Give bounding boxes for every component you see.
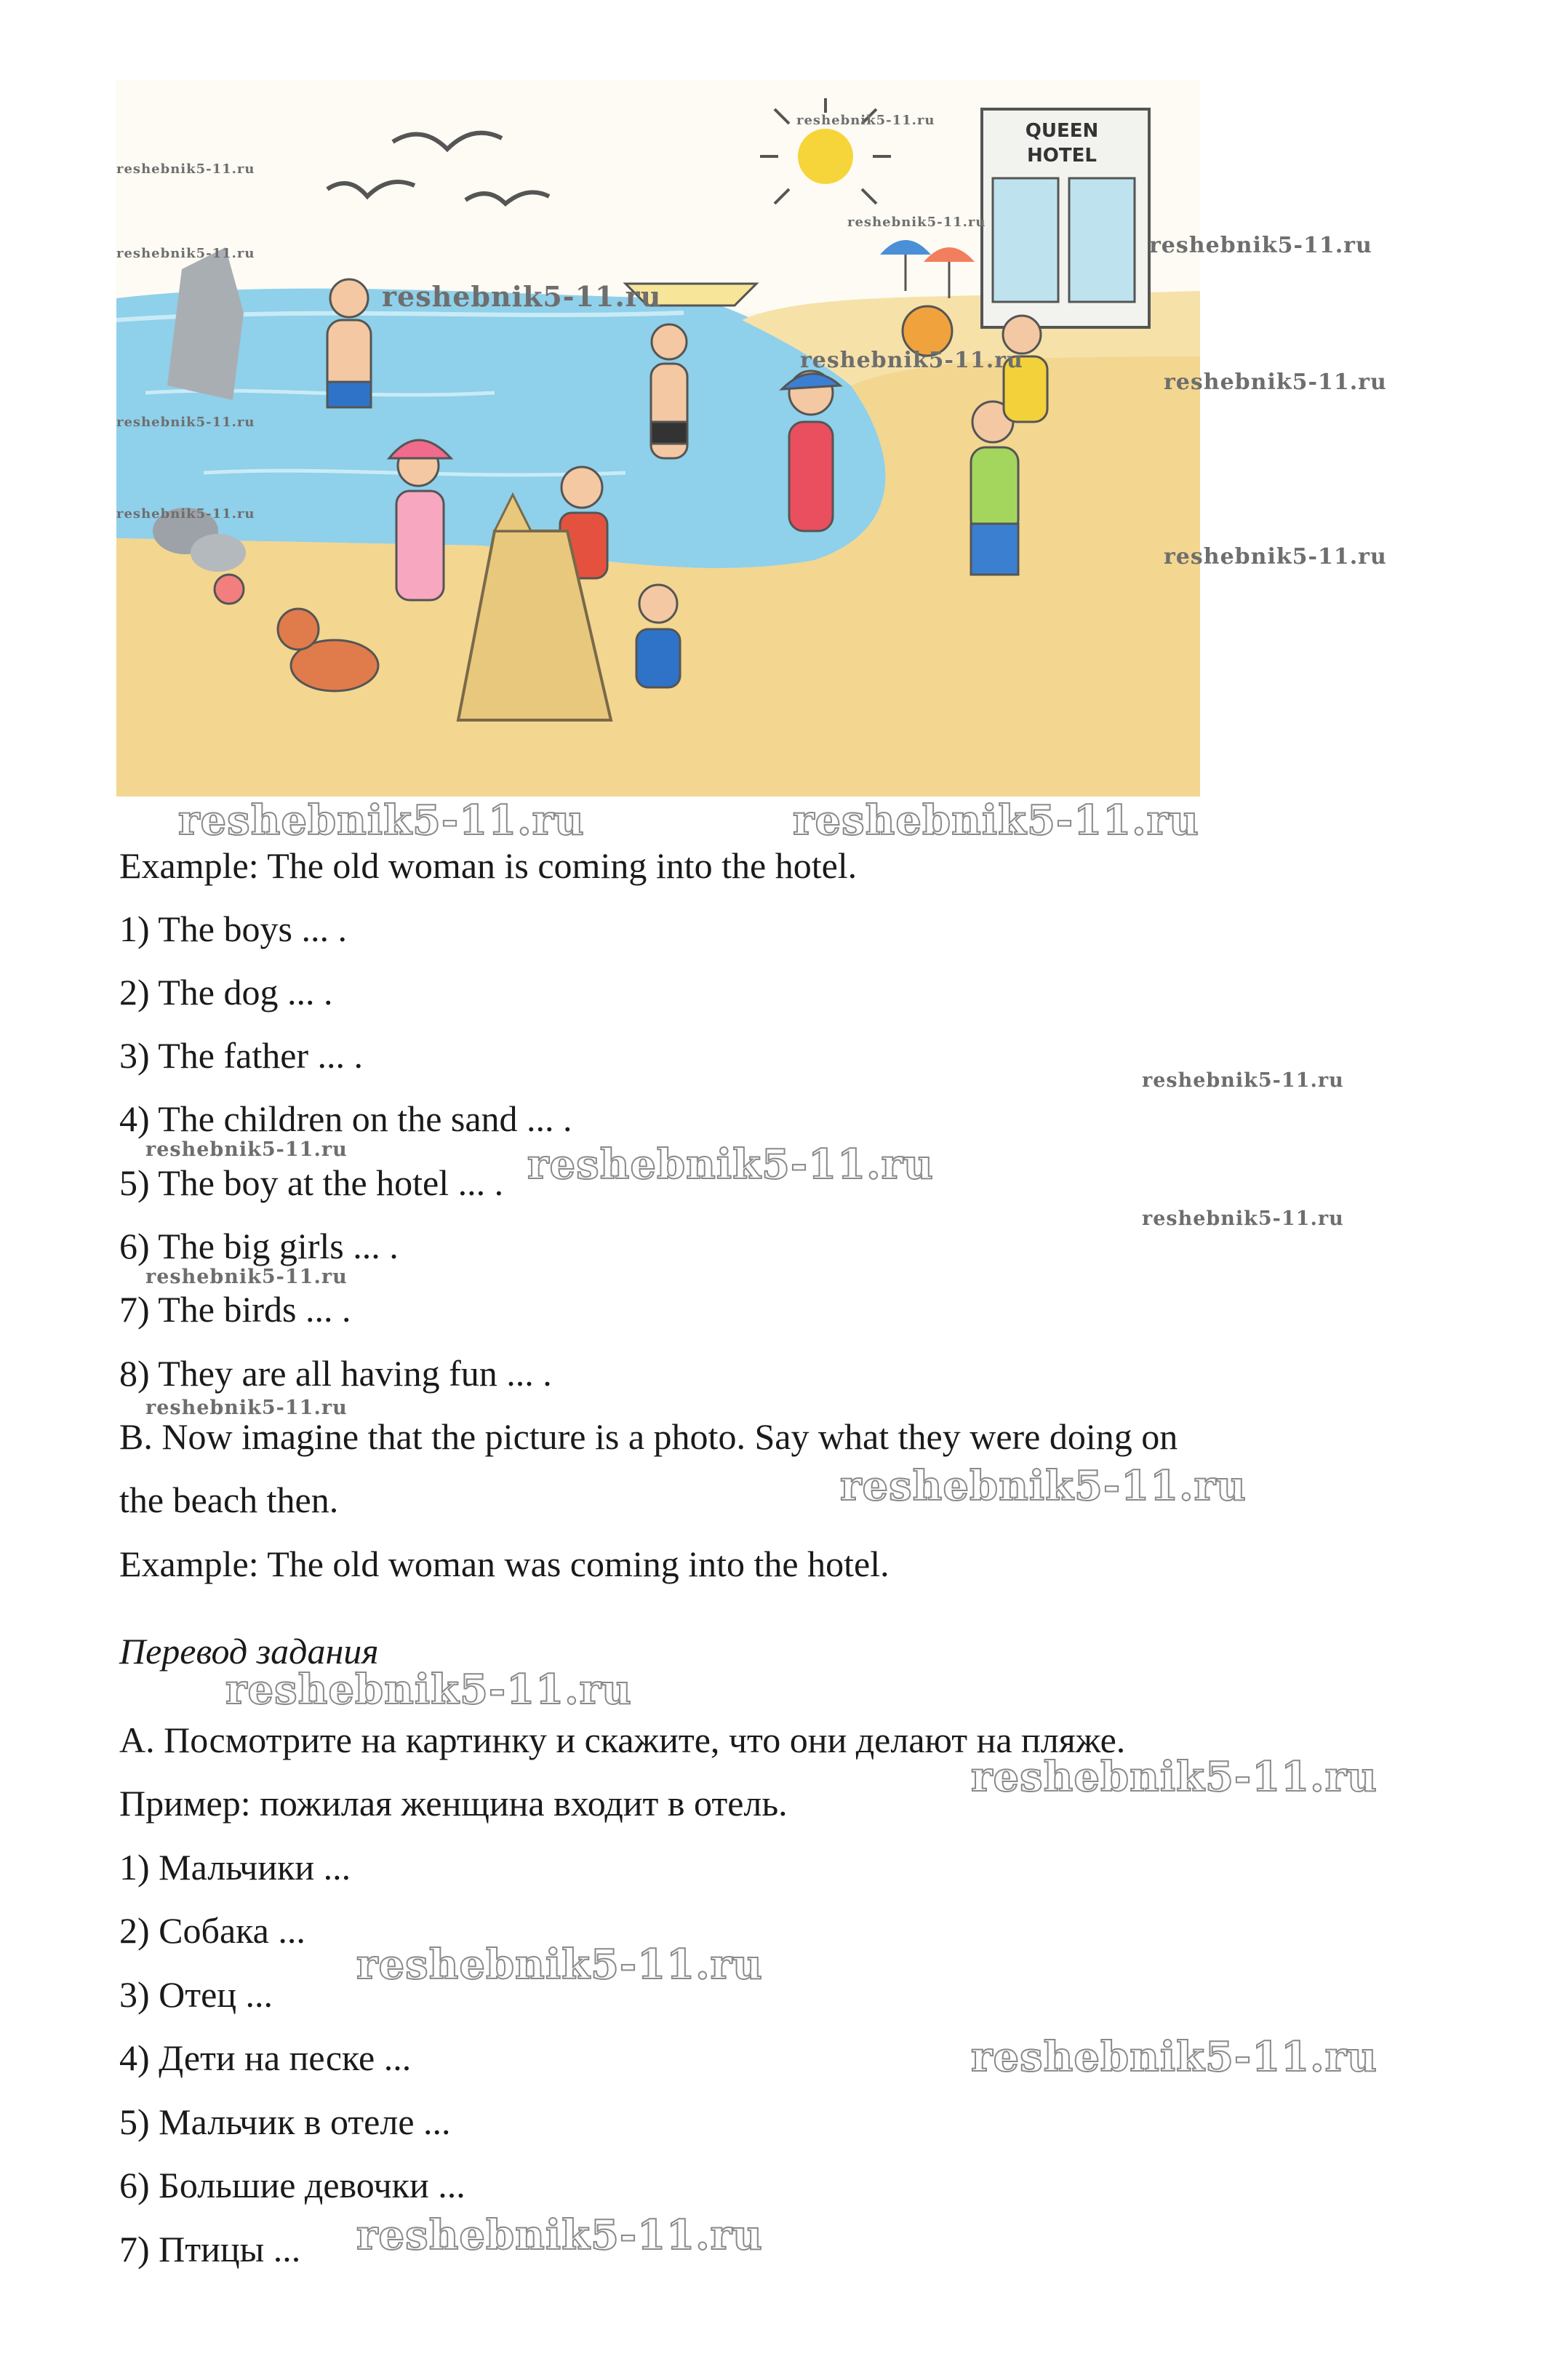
- translation-item-5: 5) Мальчик в отеле ...: [119, 2101, 451, 2142]
- watermark: reshebnik5-11.ru: [116, 506, 255, 522]
- item-a-1: 1) The boys ... .: [119, 909, 347, 949]
- watermark: reshebnik5-11.ru: [796, 113, 935, 128]
- translation-example: Пример: пожилая женщина входит в отель.: [119, 1783, 788, 1824]
- translation-item-1: 1) Мальчики ...: [119, 1847, 351, 1888]
- watermark: reshebnik5-11.ru: [356, 1941, 763, 1989]
- watermark: reshebnik5-11.ru: [793, 796, 1199, 844]
- translation-item-3: 3) Отец ...: [119, 1974, 273, 2015]
- watermark: reshebnik5-11.ru: [178, 796, 585, 844]
- item-a-3: 3) The father ... .: [119, 1035, 364, 1076]
- watermark: reshebnik5-11.ru: [1164, 544, 1387, 570]
- watermark: reshebnik5-11.ru: [145, 1138, 348, 1161]
- item-a-5: 5) The boy at the hotel ... .: [119, 1162, 504, 1203]
- watermark: reshebnik5-11.ru: [971, 1753, 1378, 1801]
- watermark: reshebnik5-11.ru: [527, 1141, 934, 1189]
- watermark: reshebnik5-11.ru: [145, 1266, 348, 1288]
- watermark: reshebnik5-11.ru: [1164, 370, 1387, 395]
- watermark: reshebnik5-11.ru: [1149, 233, 1372, 258]
- item-a-8: 8) They are all having fun ... .: [119, 1353, 552, 1394]
- hotel-sign-line1: QUEEN: [1025, 120, 1099, 142]
- item-a-7: 7) The birds ... .: [119, 1289, 351, 1330]
- watermark: reshebnik5-11.ru: [225, 1666, 632, 1714]
- beach-illustration: [116, 80, 1200, 796]
- translation-item-2: 2) Собака ...: [119, 1910, 305, 1951]
- hotel-sign-line2: HOTEL: [1027, 145, 1097, 167]
- watermark: reshebnik5-11.ru: [800, 348, 1023, 373]
- translation-heading: Перевод задания: [119, 1631, 379, 1672]
- watermark: reshebnik5-11.ru: [847, 215, 986, 230]
- watermark: reshebnik5-11.ru: [971, 2033, 1378, 2081]
- watermark: reshebnik5-11.ru: [382, 280, 662, 313]
- watermark: reshebnik5-11.ru: [1142, 1207, 1344, 1230]
- item-a-2: 2) The dog ... .: [119, 972, 333, 1013]
- translation-item-6: 6) Большие девочки ...: [119, 2165, 465, 2205]
- example-b: Example: The old woman was coming into the hotel.: [119, 1544, 890, 1584]
- item-a-4: 4) The children on the sand ... .: [119, 1098, 572, 1139]
- example-a: Example: The old woman is coming into the hotel.: [119, 845, 858, 886]
- translation-item-4: 4) Дети на песке ...: [119, 2037, 412, 2078]
- watermark: reshebnik5-11.ru: [1142, 1069, 1344, 1092]
- watermark: reshebnik5-11.ru: [116, 415, 255, 430]
- exercise-b-line1: B. Now imagine that the picture is a photo. Say what they were doing on: [119, 1416, 1178, 1457]
- watermark: reshebnik5-11.ru: [116, 161, 255, 177]
- exercise-b-line2: the beach then.: [119, 1479, 339, 1520]
- item-a-6: 6) The big girls ... .: [119, 1226, 399, 1266]
- translation-item-7: 7) Птицы ...: [119, 2229, 301, 2269]
- watermark: reshebnik5-11.ru: [840, 1462, 1247, 1510]
- watermark: reshebnik5-11.ru: [356, 2211, 763, 2259]
- watermark: reshebnik5-11.ru: [116, 246, 255, 261]
- watermark: reshebnik5-11.ru: [145, 1397, 348, 1419]
- translation-instruction: А. Посмотрите на картинку и скажите, что они делают на пляже.: [119, 1720, 1126, 1760]
